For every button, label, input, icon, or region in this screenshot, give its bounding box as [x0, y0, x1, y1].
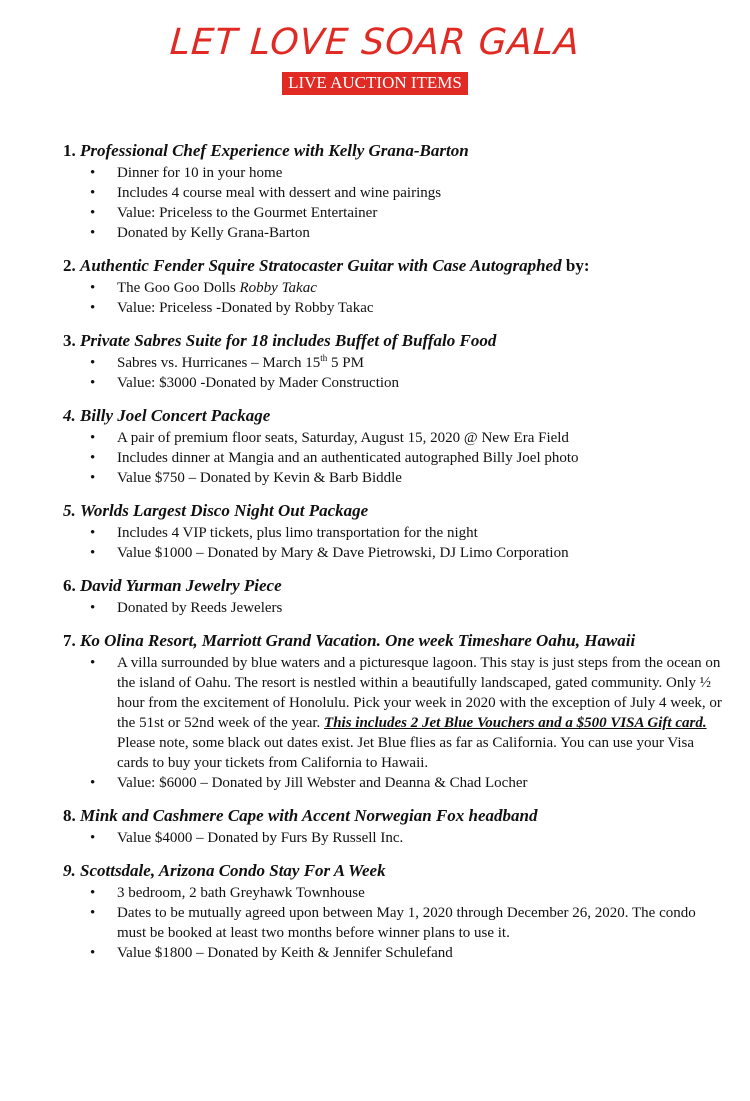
auction-item-3 [63, 330, 723, 393]
item-bullets [63, 278, 723, 318]
bullet-text: The Goo Goo Dolls [117, 280, 240, 296]
item-title-text: Worlds Largest Disco Night Out Package [80, 501, 369, 520]
item-title [63, 405, 723, 426]
item-bullets [63, 883, 723, 963]
bullet: • Dinner for 10 in your home [117, 163, 723, 183]
item-title-text: Mink and Cashmere Cape with Accent Norwegian Fox headband [80, 806, 538, 825]
item-title [63, 330, 723, 351]
bullet: • Value $1800 – Donated by Keith & Jennifer Schulefand [117, 943, 723, 963]
item-bullets [63, 653, 723, 793]
bullet: • Value: Priceless to the Gourmet Entertainer [117, 203, 723, 223]
auction-item-1 [63, 140, 723, 243]
bullet [117, 278, 723, 298]
item-number: 7. [63, 631, 76, 650]
bullet-emphasis: This includes 2 Jet Blue Vouchers and a $500 VISA Gift card. [324, 715, 707, 731]
bullet: • Donated by Reeds Jewelers [117, 598, 723, 618]
item-number: 8. [63, 806, 76, 825]
bullet: • Includes 4 course meal with dessert and wine pairings [117, 183, 723, 203]
auction-item-2 [63, 255, 723, 318]
item-title-suffix: by: [561, 256, 590, 275]
item-title-text: Ko Olina Resort, Marriott Grand Vacation. One week Timeshare Oahu, Hawaii [80, 631, 636, 650]
bullet: • Includes dinner at Mangia and an authenticated autographed Billy Joel photo [117, 448, 723, 468]
bullet [117, 653, 723, 773]
bullet: • Value: $3000 -Donated by Mader Construction [117, 373, 723, 393]
item-title-text: Scottsdale, Arizona Condo Stay For A Week [80, 861, 386, 880]
bullet: • A pair of premium floor seats, Saturday, August 15, 2020 @ New Era Field [117, 428, 723, 448]
auction-item-7 [63, 630, 723, 793]
bullet-text: A villa surrounded by blue waters and a picturesque lagoon. This stay is just steps from the ocean on the island of Oahu. The resort is nestled within a beautifully landscaped, gated community. Only ½ hour from the excitement of Honolulu. Pick your week in 2020 with the exception of July 4 week, or the 51st or 52nd week of the year. [117, 655, 722, 731]
item-bullets [63, 428, 723, 488]
bullet: • Dates to be mutually agreed upon between May 1, 2020 through December 26, 2020. The condo must be booked at least two months before winner plans to use it. [117, 903, 723, 943]
auction-item-4 [63, 405, 723, 488]
item-title [63, 805, 723, 826]
item-number: 6. [63, 576, 76, 595]
bullet-italic-name: Robby Takac [239, 280, 317, 296]
item-title-text: Billy Joel Concert Package [80, 406, 271, 425]
page-subtitle: LIVE AUCTION ITEMS [282, 72, 468, 95]
item-title [63, 860, 723, 881]
item-number: 5. [63, 501, 76, 520]
item-bullets [63, 598, 723, 618]
bullet: • Value $1000 – Donated by Mary & Dave Pietrowski, DJ Limo Corporation [117, 543, 723, 563]
item-title-text: David Yurman Jewelry Piece [80, 576, 282, 595]
bullet: • Value $750 – Donated by Kevin & Barb Biddle [117, 468, 723, 488]
item-title [63, 630, 723, 651]
item-title [63, 500, 723, 521]
item-bullets [63, 523, 723, 563]
item-number: 9. [63, 861, 76, 880]
item-number: 2. [63, 256, 76, 275]
ordinal-suffix: th [320, 353, 328, 363]
bullet: • Donated by Kelly Grana-Barton [117, 223, 723, 243]
item-bullets [63, 828, 723, 848]
bullet: • 3 bedroom, 2 bath Greyhawk Townhouse [117, 883, 723, 903]
auction-item-6 [63, 575, 723, 618]
auction-item-5 [63, 500, 723, 563]
subtitle-wrapper [0, 72, 750, 95]
item-title [63, 140, 723, 161]
bullet: • Includes 4 VIP tickets, plus limo transportation for the night [117, 523, 723, 543]
bullet [117, 353, 723, 373]
bullet-text: Sabres vs. Hurricanes – March 15 [117, 355, 321, 371]
page-title: LET LOVE SOAR GALA [168, 22, 582, 63]
item-bullets [63, 163, 723, 243]
item-number: 3. [63, 331, 76, 350]
item-title-text: Professional Chef Experience with Kelly Grana-Barton [80, 141, 469, 160]
bullet: • Value: Priceless -Donated by Robby Takac [117, 298, 723, 318]
item-title-text: Private Sabres Suite for 18 includes Buffet of Buffalo Food [80, 331, 497, 350]
bullet: • Value $4000 – Donated by Furs By Russell Inc. [117, 828, 723, 848]
auction-items-list [63, 140, 723, 975]
bullet: • Value: $6000 – Donated by Jill Webster and Deanna & Chad Locher [117, 773, 723, 793]
item-title-text: Authentic Fender Squire Stratocaster Guitar with Case Autographed [80, 256, 562, 275]
item-number: 1. [63, 141, 76, 160]
bullet-text-post: Please note, some black out dates exist. Jet Blue flies as far as California. You can use your Visa cards to buy your tickets from California to Hawaii. [117, 735, 695, 771]
bullet-text-post: 5 PM [327, 355, 364, 371]
auction-item-8 [63, 805, 723, 848]
item-bullets [63, 353, 723, 393]
item-title [63, 575, 723, 596]
item-title [63, 255, 723, 276]
item-number: 4. [63, 406, 76, 425]
auction-item-9 [63, 860, 723, 963]
